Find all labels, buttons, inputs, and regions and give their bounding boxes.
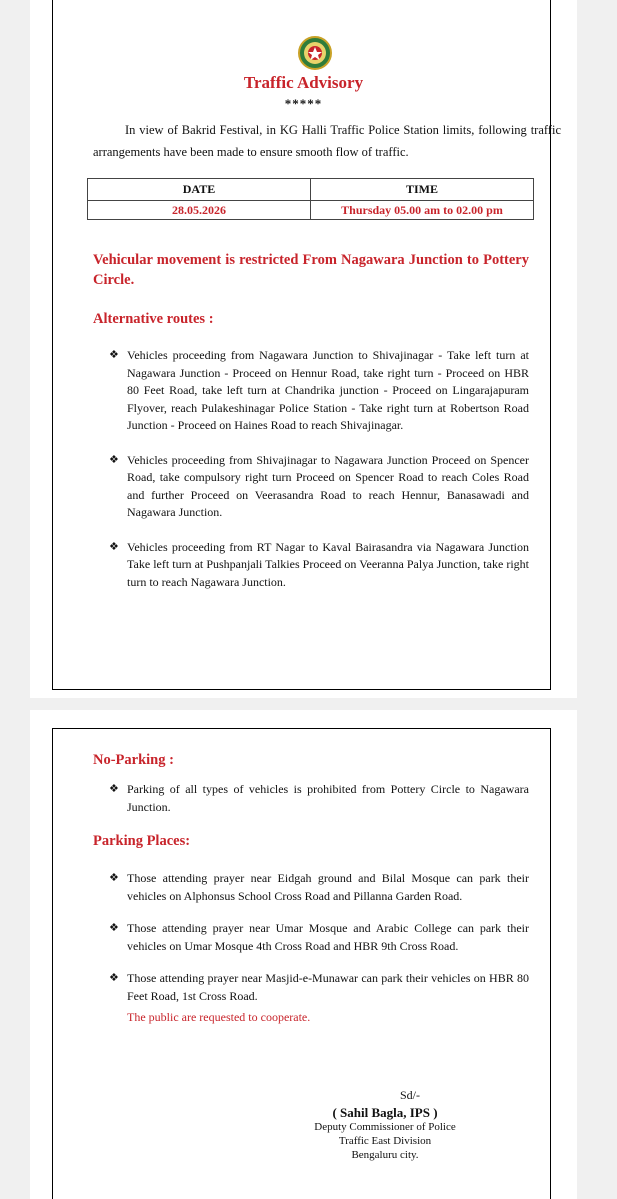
parking-places-list xyxy=(107,870,529,1020)
bullet-diamond-icon: ❖ xyxy=(109,453,119,466)
cooperate-notice: The public are requested to cooperate. xyxy=(127,1010,311,1024)
list-item: ❖ Those attending prayer near Umar Mosque and Arabic College can park their vehicles on Umar Mosque 4th Cross Road and HBR 9th Cross Road. xyxy=(109,921,529,953)
document-page-1 xyxy=(30,0,577,698)
list-item: ❖ Vehicles proceeding from Shivajinagar to Nagawara Junction Proceed on Spencer Road, take compulsory right turn Proceed on Spencer Road to reach Coles Road and further Proceed on Veerasandra Road to reach Hennur, Banasawadi and Nagawara Junction. xyxy=(109,452,529,519)
bullet-diamond-icon: ❖ xyxy=(109,872,119,884)
alternative-routes-heading: Alternative routes : xyxy=(93,311,214,327)
date-value: 28.05.2026 xyxy=(88,201,311,220)
advisory-title: Traffic Advisory xyxy=(243,73,364,92)
list-item: ❖ Vehicles proceeding from RT Nagar to Kaval Bairasandra via Nagawara Junction Take left turn at Pushpanjali Talkies Proceed on Veeranna Palya Junction, take right turn to reach Nagawara Junction. xyxy=(109,539,529,589)
police-emblem-icon xyxy=(298,36,332,70)
time-value: Thursday 05.00 am to 02.00 pm xyxy=(311,201,534,220)
signature-block xyxy=(310,1088,460,1162)
bullet-diamond-icon: ❖ xyxy=(109,540,119,553)
table-row xyxy=(88,201,534,220)
title-stars: ***** xyxy=(284,96,323,111)
list-item: ❖ Vehicles proceeding from Nagawara Junction to Shivajinagar - Take left turn at Nagawara Junction - Proceed on Hennur Road, take right turn - Proceed on HBR 80 Feet Road, take left turn at Chandrika junction - Proceed on Lingarajapuram Flyover, reach Pulakeshinagar Police Station - Take right turn at Robertson Road Junction - Proceed on Haines Road to reach Shivajinagar. xyxy=(109,348,529,432)
signatory-city: Bengaluru city. xyxy=(351,1149,419,1161)
parking-places-heading: Parking Places: xyxy=(93,833,191,849)
table-header-row xyxy=(88,179,534,201)
time-header: TIME xyxy=(311,179,534,201)
intro-paragraph: In view of Bakrid Festival, in KG Halli Traffic Police Station limits, following traffic arrangements have been made to ensure smooth flow of traffic. xyxy=(93,123,561,159)
bullet-diamond-icon: ❖ xyxy=(109,922,119,934)
list-item: ❖ Those attending prayer near Masjid-e-Munawar can park their vehicles on HBR 80 Feet Road, 1st Cross Road. xyxy=(109,971,529,1003)
bullet-diamond-icon: ❖ xyxy=(109,783,119,795)
signatory-name: ( Sahil Bagla, IPS ) xyxy=(332,1105,438,1120)
date-header: DATE xyxy=(88,179,311,201)
no-parking-heading: No-Parking : xyxy=(93,752,174,768)
bullet-diamond-icon: ❖ xyxy=(109,972,119,984)
signatory-division: Traffic East Division xyxy=(338,1135,432,1147)
list-item: ❖ Those attending prayer near Eidgah ground and Bilal Mosque can park their vehicles on Alphonsus School Cross Road and Pillanna Garden Road. xyxy=(109,871,529,903)
signature-sd: Sd/- xyxy=(399,1088,420,1102)
no-parking-list xyxy=(107,781,529,831)
document-page-2 xyxy=(30,710,577,1199)
alternative-routes-list xyxy=(107,347,529,608)
signatory-designation: Deputy Commissioner of Police xyxy=(314,1121,456,1133)
date-time-table xyxy=(87,178,534,220)
restriction-notice: Vehicular movement is restricted From Nagawara Junction to Pottery Circle. xyxy=(93,252,529,288)
list-item: ❖ Parking of all types of vehicles is prohibited from Pottery Circle to Nagawara Junction. xyxy=(109,782,529,814)
bullet-diamond-icon: ❖ xyxy=(109,349,119,361)
